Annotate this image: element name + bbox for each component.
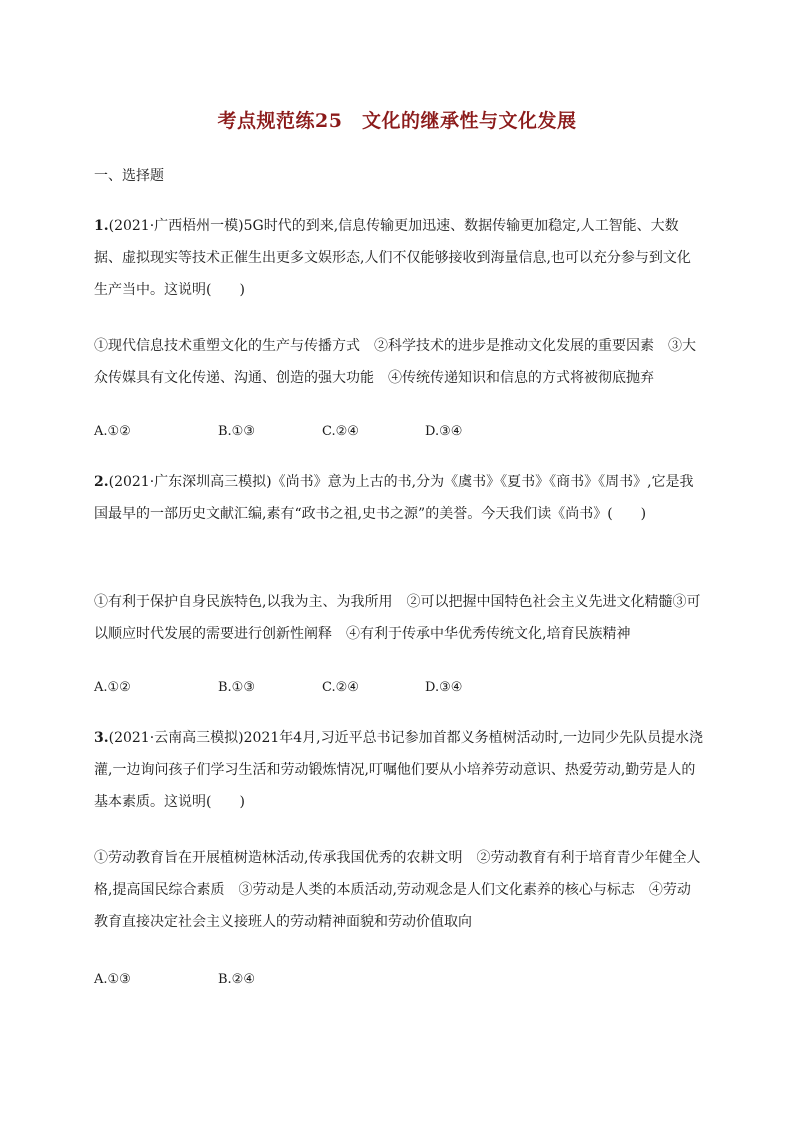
option-d[interactable]: D.③④ [425,680,463,695]
option-c[interactable]: C.②④ [322,424,359,439]
question-3-statements: ①劳动教育旨在开展植树造林活动,传承我国优秀的农耕文明 ②劳动教育有利于培育青少年健全人格,提高国民综合素质 ③劳动是人类的本质活动,劳动观念是人们文化素养的核心与标志 ④劳动教育直接决定社会主义接班人的劳动精神面貌和劳动价值取向 [94,850,701,930]
question-number: 2. [94,474,109,490]
question-2-stem [94,466,704,530]
question-3-stem [94,722,704,818]
option-c[interactable]: C.②④ [322,680,359,695]
question-2-statements: ①有利于保护自身民族特色,以我为主、为我所用 ②可以把握中国特色社会主义先进文化精髓③可以顺应时代发展的需要进行创新性阐释 ④有利于传承中华优秀传统文化,培育民族精神 [94,594,701,642]
option-a[interactable]: A.①② [94,424,131,439]
question-1-stem [94,210,704,306]
question-text: (2021·广西梧州一模)5G时代的到来,信息传输更加迅速、数据传输更加稳定,人工智能、大数据、虚拟现实等技术正催生出更多文娱形态,人们不仅能够接收到海量信息,也可以充分参与到文化生产当中。这说明( ) [94,218,691,298]
question-number: 1. [94,218,109,234]
question-text: (2021·广东深圳高三模拟)《尚书》意为上古的书,分为《虞书》《夏书》《商书》《周书》,它是我国最早的一部历史文献汇编,素有“政书之祖,史书之源”的美誉。今天我们读《尚书》( ) [94,474,694,522]
page-title: 考点规范练25 文化的继承性与文化发展 [217,110,577,132]
option-a[interactable]: A.①② [94,680,131,695]
option-b[interactable]: B.①③ [218,680,255,695]
option-b[interactable]: B.①③ [218,424,255,439]
section-heading: 一、选择题 [94,168,164,184]
option-b[interactable]: B.②④ [218,972,255,987]
question-number: 3. [94,730,109,746]
question-1-statements: ①现代信息技术重塑文化的生产与传播方式 ②科学技术的进步是推动文化发展的重要因素 ③大众传媒具有文化传递、沟通、创造的强大功能 ④传统传递知识和信息的方式将被彻底抛弃 [94,338,696,386]
option-d[interactable]: D.③④ [425,424,463,439]
question-text: (2021·云南高三模拟)2021年4月,习近平总书记参加首都义务植树活动时,一边同少先队员提水浇灌,一边询问孩子们学习生活和劳动锻炼情况,叮嘱他们要从小培养劳动意识、热爱劳动,勤劳是人的基本素质。这说明( ) [94,730,704,810]
option-a[interactable]: A.①③ [94,972,131,987]
